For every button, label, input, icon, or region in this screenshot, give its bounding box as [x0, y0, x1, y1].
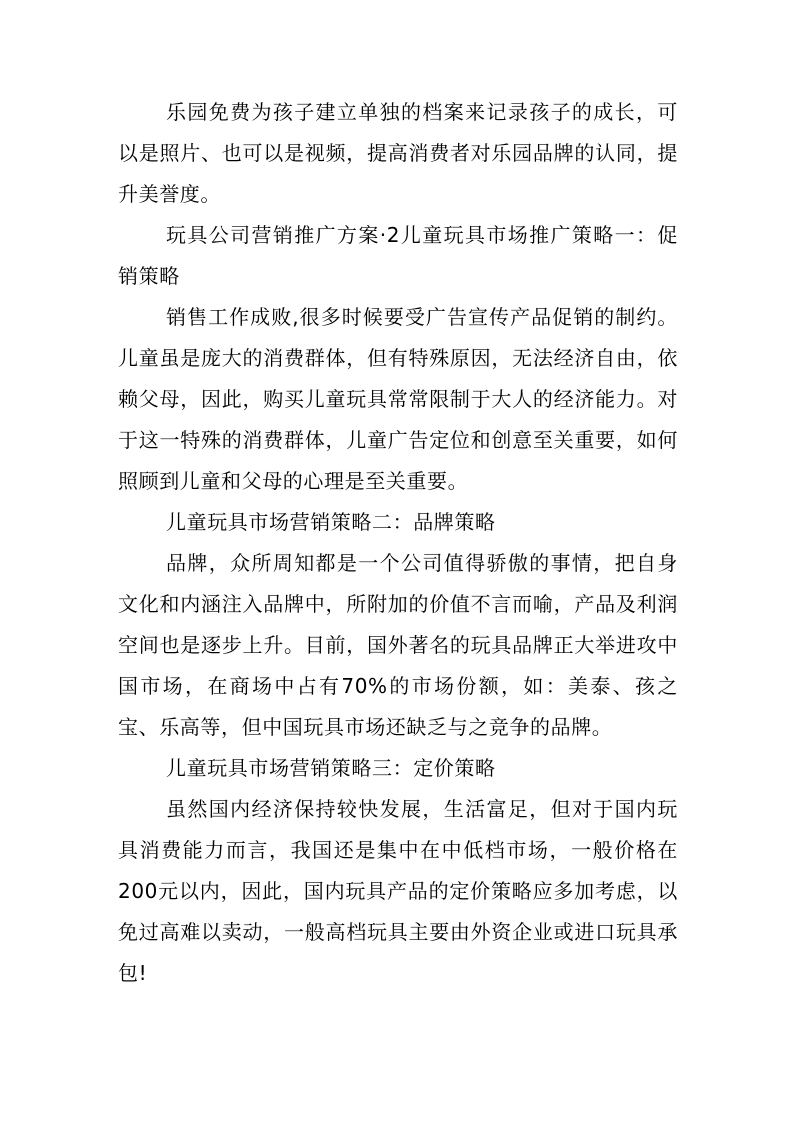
- heading-pricing-strategy: 儿童玩具市场营销策略三：定价策略: [166, 756, 496, 780]
- paragraph-strategy-one-title: 玩具公司营销推广方案·2儿童玩具市场推广策略一：促销策略: [118, 223, 678, 288]
- paragraph-pricing-strategy: 虽然国内经济保持较快发展，生活富足，但对于国内玩具消费能力而言，我国还是集中在中低档市场，一般价格在200元以内，因此，国内玩具产品的定价策略应多加考虑，以免过高难以卖动，一般高档玩具主要由外资企业或进口玩具承包!: [118, 797, 678, 985]
- paragraph-brand-strategy: 品牌，众所周知都是一个公司值得骄傲的事情，把自身文化和内涵注入品牌中，所附加的价值不言而喻，产品及利润空间也是逐步上升。目前，国外著名的玩具品牌正大举进攻中国市场，在商场中占有70%的市场份额，如：美泰、孩之宝、乐高等，但中国玩具市场还缺乏与之竞争的品牌。: [118, 551, 678, 739]
- paragraph-park-archive: 乐园免费为孩子建立单独的档案来记录孩子的成长，可以是照片、也可以是视频，提高消费者对乐园品牌的认同，提升美誉度。: [118, 100, 678, 206]
- heading-brand-strategy: 儿童玩具市场营销策略二：品牌策略: [166, 510, 496, 534]
- paragraph-promotion-strategy: 销售工作成败,很多时候要受广告宣传产品促销的制约。儿童虽是庞大的消费群体，但有特殊原因，无法经济自由，依赖父母，因此，购买儿童玩具常常限制于大人的经济能力。对于这一特殊的消费群体，儿童广告定位和创意至关重要，如何照顾到儿童和父母的心理是至关重要。: [118, 305, 678, 493]
